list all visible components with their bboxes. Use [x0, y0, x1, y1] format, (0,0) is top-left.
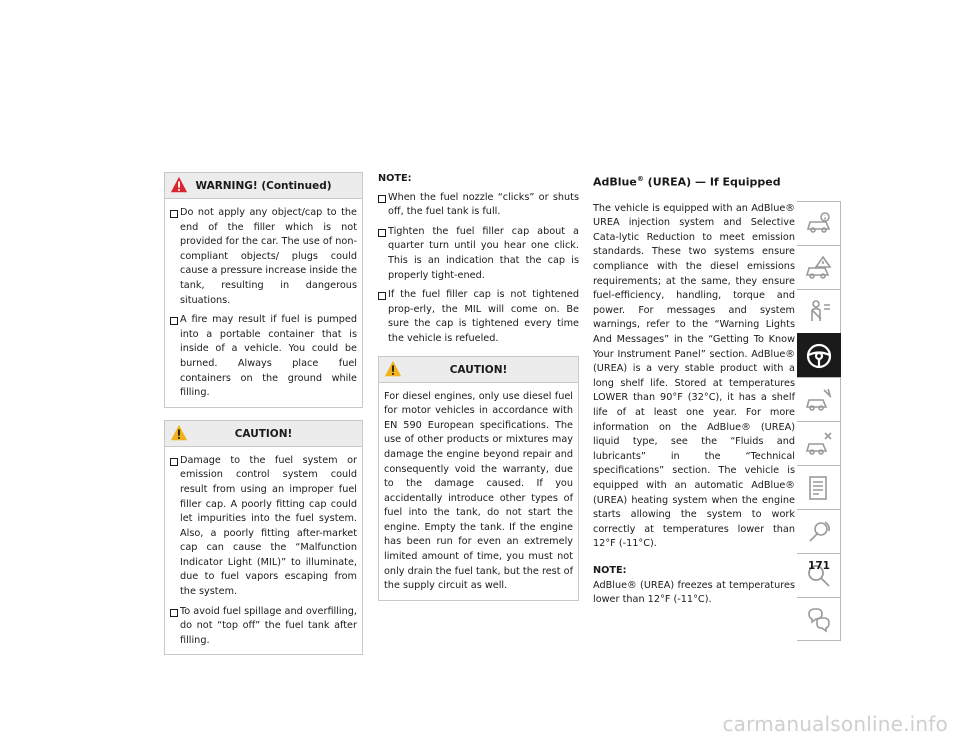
caution-triangle-icon [170, 424, 188, 442]
car-tools-icon [804, 429, 834, 459]
left-column [164, 172, 363, 655]
page-number: 171 [808, 560, 830, 572]
tab-multimedia[interactable] [797, 509, 841, 553]
language-icon [804, 604, 834, 634]
tab-safety[interactable] [797, 289, 841, 333]
list-item: To avoid fuel spillage and overfilling, do not “top off” the fuel tank after filling. [170, 605, 357, 649]
tab-emergency[interactable] [797, 377, 841, 421]
list-item: Do not apply any object/cap to the end of the filler which is not provided for the car. The use of non-compliant objects/ plugs could cause a pressure increase inside the tank, resulting in dangerous situations. [170, 206, 357, 308]
caution-box-title: CAUTION! [449, 363, 508, 376]
middle-column [378, 172, 579, 601]
section-title: AdBlue® (UREA) — If Equipped [593, 175, 781, 189]
tab-languages[interactable] [797, 597, 841, 641]
warning-triangle-icon [170, 176, 188, 194]
list-item: When the fuel nozzle “clicks” or shuts off, the fuel tank is full. [378, 191, 579, 220]
caution-box-header [165, 421, 362, 447]
steering-wheel-icon [804, 341, 834, 371]
caution-triangle-icon [384, 360, 402, 378]
tab-specifications[interactable] [797, 465, 841, 509]
seatbelt-safety-icon [804, 297, 834, 327]
watermark: carmanualsonline.info [722, 712, 948, 736]
warning-box-title: WARNING! (Continued) [195, 180, 332, 192]
list-item: Tighten the fuel filler cap about a quarter turn until you hear one click. This is an indication that the cap is properly tight-ened. [378, 225, 579, 283]
tab-servicing[interactable] [797, 421, 841, 465]
list-item: If the fuel filler cap is not tightened prop-erly, the MIL will come on. Be sure the cap is tightened every time the vehicle is refueled. [378, 288, 579, 346]
adblue-body: The vehicle is equipped with an AdBlue® UREA injection system and Selective Cata-lytic Reduction to meet emission standards. These two systems ensure compliance with the diesel emissions requirements; at the same, they ensure fuel-efficiency, handling, torque and power. For messages and system warnings, refer to the “Warning Lights And Messages” in the “Getting To Know Your Instrument Panel” section. AdBlue® (UREA) is a very stable product with a long shelf life. Stored at temperatures LOWER than 90°F (32°C), it has a shelf life of at least one year. For more information on the AdBlue® (UREA) liquid type, see the “Fluids and lubricants” in the “Technical specifications” section. The vehicle is equipped with an automatic AdBlue® (UREA) heating system when the engine starts allowing the system to work correctly at temperatures lower than 12°F (-11°C). [593, 202, 795, 550]
note-label: NOTE: [378, 173, 412, 184]
caution-box-title: CAUTION! [234, 427, 293, 440]
caution-box-header [379, 357, 578, 383]
caution-text: For diesel engines, only use diesel fuel for motor vehicles in accordance with EN 590 European specifications. The use of other products or mixtures may damage the engine beyond repair and consequently void the warranty, due to the damage caused. If you accidentally introduce other types of fuel into the tank, do not start the engine. Empty the tank. If the engine has been run for even an extremely limited amount of time, you must not only drain the fuel tank, but the rest of the supply circuit as well. [384, 390, 573, 592]
car-warning-icon [804, 253, 834, 283]
caution-box-body [165, 447, 362, 655]
right-column [593, 172, 795, 608]
car-hazard-icon [804, 385, 834, 415]
tab-driving[interactable] [797, 333, 841, 377]
note-label: NOTE: [593, 564, 627, 576]
caution-box [164, 420, 363, 656]
adblue-note: AdBlue® (UREA) freezes at temperatures lower than 12°F (-11°C). [593, 579, 795, 606]
list-item: A fire may result if fuel is pumped into a portable container that is inside of a vehicle. You could be burned. Always place fuel containers on the ground while filling. [170, 313, 357, 401]
warning-box-header [165, 173, 362, 199]
multimedia-icon [804, 517, 834, 547]
spec-list-icon [804, 473, 834, 503]
warning-box-body [165, 199, 362, 407]
diesel-caution-box [378, 356, 579, 601]
tab-car-warning[interactable] [797, 245, 841, 289]
list-item: Damage to the fuel system or emission control system could result from using an improper fuel filler cap. A poorly fitting cap could let impurities into the fuel system. Also, a poorly fitting after-market cap can cause the “Malfunction Indicator Light (MIL)” to illuminate, due to fuel vapors escaping from the system. [170, 454, 357, 600]
car-info-icon [804, 209, 834, 239]
tab-car-info[interactable] [797, 201, 841, 245]
warning-box [164, 172, 363, 408]
caution-box-body [379, 383, 578, 600]
chapter-tabs [797, 201, 841, 641]
